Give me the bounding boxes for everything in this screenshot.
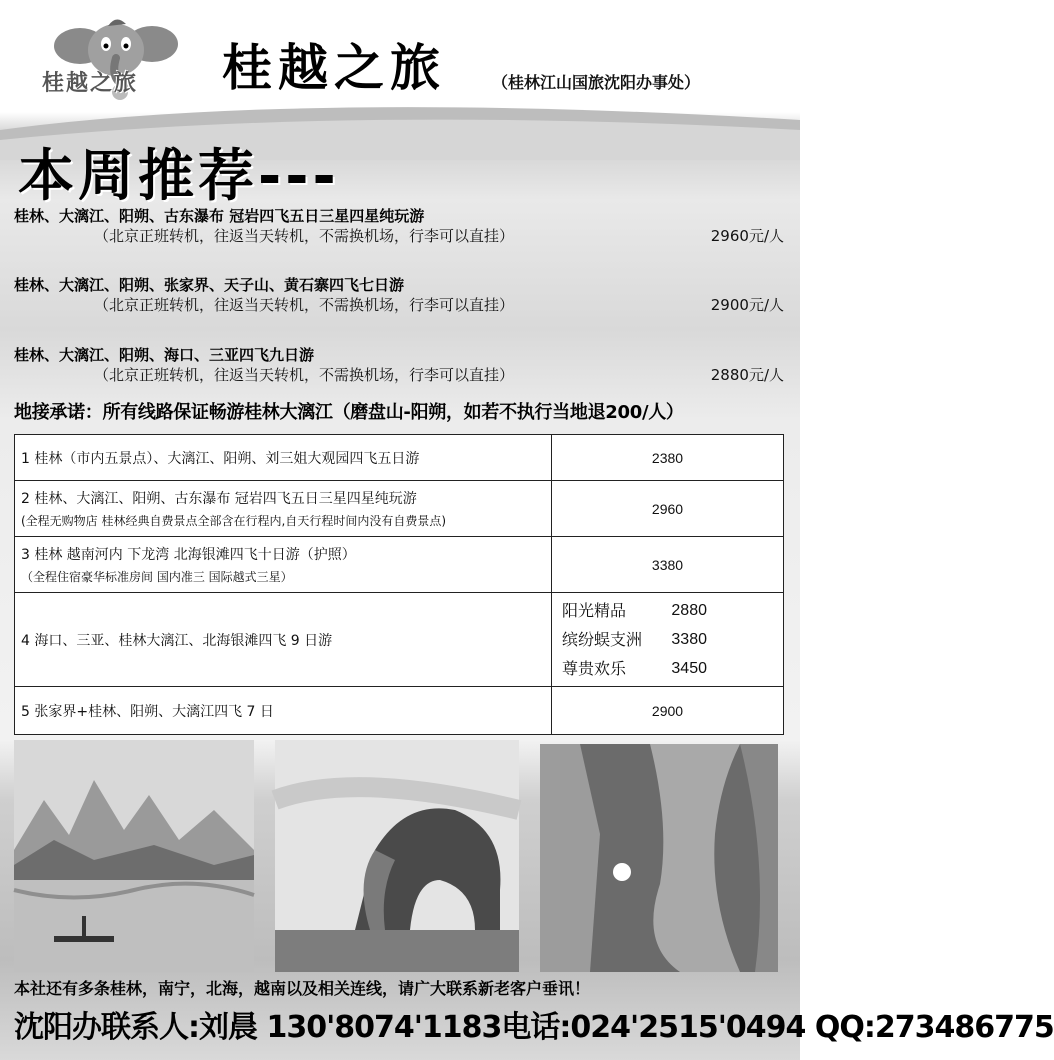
footer-note: 本社还有多条桂林，南宁，北海，越南以及相关连线，请广大联系新老客户垂讯！ bbox=[14, 979, 591, 998]
table-row bbox=[15, 435, 784, 481]
package-price: 3380 bbox=[671, 631, 707, 648]
lijiang-river-photo bbox=[14, 740, 254, 972]
route-title: 桂林、大漓江、阳朔、海口、三亚四飞九日游 bbox=[14, 346, 315, 364]
package-item bbox=[558, 625, 777, 654]
logo-text: 桂越之旅 bbox=[42, 71, 139, 96]
route-price: 2900元/人 bbox=[710, 296, 784, 314]
route-title: 桂林、大漓江、阳朔、张家界、天子山、黄石寨四飞七日游 bbox=[14, 276, 405, 294]
tour-price: 3380 bbox=[552, 537, 784, 593]
tour-title: 2 桂林、大漓江、阳朔、古东瀑布 冠岩四飞五日三星四星纯玩游 bbox=[21, 491, 417, 507]
tour-description bbox=[15, 481, 552, 537]
tour-price: 2960 bbox=[552, 481, 784, 537]
package-item bbox=[558, 654, 777, 683]
tour-price: 2380 bbox=[552, 435, 784, 481]
tour-title: 5 张家界+桂林、阳朔、大漓江四飞 7 日 bbox=[21, 703, 274, 720]
tour-description bbox=[15, 537, 552, 593]
price-table bbox=[14, 434, 784, 735]
brand-title: 桂越之旅 bbox=[222, 38, 446, 97]
route-note: （北京正班转机，往返当天转机，不需换机场，行李可以直挂） bbox=[94, 296, 515, 314]
elephant-trunk-hill-photo bbox=[275, 740, 519, 972]
route-price: 2960元/人 bbox=[710, 227, 784, 245]
route-title: 桂林、大漓江、阳朔、古东瀑布 冠岩四飞五日三星四星纯玩游 bbox=[14, 207, 425, 225]
tour-description bbox=[15, 593, 552, 687]
route-item bbox=[14, 205, 794, 245]
tour-subnote: (全程无购物店 桂林经典自费景点全部含在行程内,自天行程时间内没有自费景点) bbox=[21, 514, 446, 528]
route-note: （北京正班转机，往返当天转机，不需换机场，行李可以直挂） bbox=[94, 366, 515, 384]
package-name: 尊贵欢乐 bbox=[562, 659, 627, 678]
cave-photo bbox=[540, 744, 778, 972]
route-item bbox=[14, 344, 794, 384]
route-item bbox=[14, 274, 794, 314]
package-name: 缤纷蜈支洲 bbox=[562, 630, 643, 649]
tour-title: 3 桂林 越南河内 下龙湾 北海银滩四飞十日游（护照） bbox=[21, 547, 356, 563]
tour-subnote: （全程住宿豪华标准房间 国内准三 国际越式三星） bbox=[21, 570, 293, 584]
table-row bbox=[15, 593, 784, 687]
tour-title: 1 桂林（市内五景点）、大漓江、阳朔、刘三姐大观园四飞五日游 bbox=[21, 450, 420, 467]
package-name: 阳光精品 bbox=[562, 601, 627, 620]
package-list bbox=[552, 593, 784, 687]
tour-price: 2900 bbox=[552, 687, 784, 735]
tour-description bbox=[15, 435, 552, 481]
local-promise: 地接承诺：所有线路保证畅游桂林大漓江（磨盘山-阳朔，如若不执行当地退200/人） bbox=[14, 402, 684, 423]
tour-description bbox=[15, 687, 552, 735]
table-row bbox=[15, 481, 784, 537]
route-note: （北京正班转机，往返当天转机，不需换机场，行李可以直挂） bbox=[94, 227, 515, 245]
package-item bbox=[558, 596, 777, 625]
contact-line: 沈阳办联系人:刘晨 130'8074'1183电话:024'2515'0494 QQ:273486775 bbox=[14, 1010, 1054, 1045]
route-price: 2880元/人 bbox=[710, 366, 784, 384]
tour-title: 4 海口、三亚、桂林大漓江、北海银滩四飞 9 日游 bbox=[21, 632, 333, 649]
office-subtitle: （桂林江山国旅沈阳办事处） bbox=[492, 73, 701, 92]
package-price: 3450 bbox=[671, 660, 707, 677]
table-row bbox=[15, 687, 784, 735]
weekly-recommend-heading: 本周推荐--- bbox=[18, 144, 340, 209]
table-row bbox=[15, 537, 784, 593]
package-price: 2880 bbox=[671, 602, 707, 619]
